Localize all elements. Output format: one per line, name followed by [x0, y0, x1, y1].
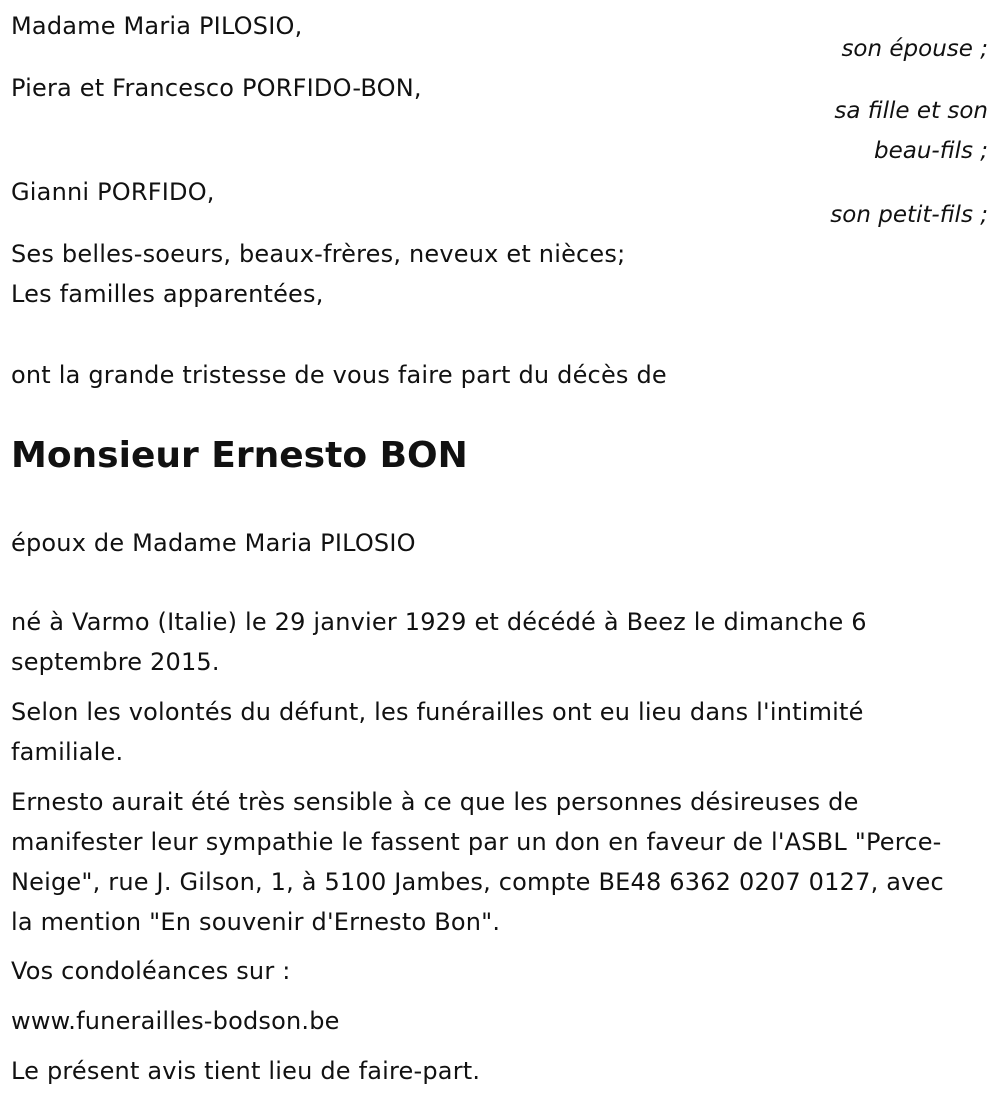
funeral-paragraph: Selon les volontés du défunt, les funérailles ont eu lieu dans l'intimité familiale. [11, 698, 864, 766]
family-daughter-role-line2: beau-fils ; [873, 138, 988, 164]
condolences-label: Vos condoléances sur : [11, 957, 291, 985]
deceased-name: Monsieur Ernesto BON [11, 435, 468, 476]
closing-text: Le présent avis tient lieu de faire-part. [11, 1057, 481, 1085]
family-grandson-role: son petit-fils ; [830, 202, 988, 228]
announcement-text: ont la grande tristesse de vous faire part du décès de [11, 361, 667, 389]
family-in-laws: Ses belles-soeurs, beaux-frères, neveux et nièces; [11, 240, 626, 268]
family-daughter-names: Piera et Francesco PORFIDO-BON, [11, 74, 422, 102]
donation-paragraph: Ernesto aurait été très sensible à ce que les personnes désireuses de manifester leur sympathie le fassent par un don en faveur de l'ASBL "Perce-Neige", rue J. Gilson, 1, à 5100 Jambes, compte BE48 6362 0207 0127, avec la mention "En souvenir d'Ernesto Bon". [11, 788, 944, 936]
family-daughter-role-line1: sa fille et son [834, 98, 988, 124]
family-wife-name: Madame Maria PILOSIO, [11, 12, 303, 40]
family-grandson-name: Gianni PORFIDO, [11, 178, 215, 206]
website-link[interactable]: www.funerailles-bodson.be [11, 1007, 340, 1035]
family-wife-role: son épouse ; [841, 36, 988, 62]
family-related: Les familles apparentées, [11, 280, 324, 308]
deceased-spouse-line: époux de Madame Maria PILOSIO [11, 529, 416, 557]
birth-death-paragraph: né à Varmo (Italie) le 29 janvier 1929 et décédé à Beez le dimanche 6 septembre 2015. [11, 608, 867, 676]
